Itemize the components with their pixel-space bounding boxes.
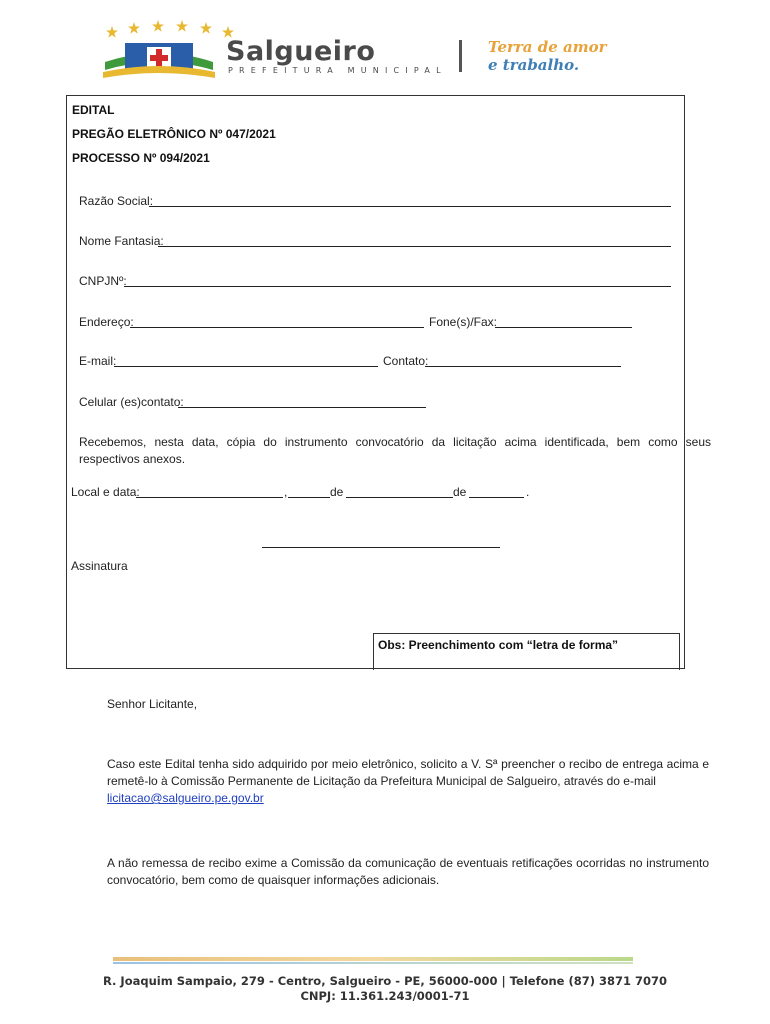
- email-field[interactable]: [114, 366, 378, 367]
- local-field[interactable]: [136, 497, 283, 498]
- email-label: E-mail:: [79, 354, 117, 368]
- day-field[interactable]: [288, 497, 330, 498]
- local-data-label: Local e data:: [71, 485, 140, 499]
- letterhead: [0, 0, 770, 92]
- obs-note: Obs: Preenchimento com “letra de forma”: [378, 638, 619, 652]
- de-separator-2: de: [453, 485, 467, 499]
- letter-greeting: Senhor Licitante,: [107, 697, 198, 711]
- slogan-line-1: Terra de amor: [488, 38, 607, 56]
- municipal-crest-icon: [103, 40, 215, 80]
- celular-field[interactable]: [178, 407, 426, 408]
- nome-fantasia-field[interactable]: [158, 246, 671, 247]
- pregao-number: PREGÃO ELETRÔNICO Nº 047/2021: [72, 127, 276, 141]
- endereco-field[interactable]: [130, 327, 424, 328]
- brand-name: Salgueiro: [226, 36, 376, 67]
- endereco-label: Endereço:: [79, 315, 134, 329]
- brand-subtitle: PREFEITURA MUNICIPAL: [228, 66, 447, 75]
- obs-box: [373, 633, 680, 670]
- brand-divider: [459, 40, 462, 72]
- footer-color-bar-secondary: [113, 962, 633, 964]
- letter-paragraph-2: A não remessa de recibo exime a Comissão da comunicação de eventuais retificações ocorridas no instrumento convocatório, bem como de quaisquer informações adicionais.: [107, 856, 709, 887]
- receipt-form: [66, 95, 711, 669]
- receipt-statement: Recebemos, nesta data, cópia do instrumento convocatório da licitação acima identificada, bem como seus respectivos anexos.: [79, 435, 711, 466]
- fone-label: Fone(s)/Fax:: [429, 315, 498, 329]
- letter-paragraph-1: [107, 756, 709, 807]
- cnpj-field[interactable]: [124, 286, 671, 287]
- de-separator-1: de: [330, 485, 344, 499]
- stars-icon: [106, 20, 236, 40]
- letter-paragraph-1-text: Caso este Edital tenha sido adquirido por meio eletrônico, solicito a V. Sª preencher o recibo de entrega acima e remetê-lo à Comissão Permanente de Licitação da Prefeitura Municipal de Salgueiro, através do e-mail: [107, 757, 709, 788]
- footer-color-bar: [113, 957, 633, 961]
- email-link[interactable]: licitacao@salgueiro.pe.gov.br: [107, 791, 264, 805]
- slogan: [488, 38, 606, 74]
- footer-address: R. Joaquim Sampaio, 279 - Centro, Salgueiro - PE, 56000-000 | Telefone (87) 3871 7070: [102, 974, 668, 988]
- footer-cnpj: CNPJ: 11.361.243/0001-71: [300, 989, 470, 1003]
- period-mark: .: [526, 485, 530, 499]
- razao-social-label: Razão Social:: [79, 194, 154, 208]
- nome-fantasia-label: Nome Fantasia:: [79, 234, 164, 248]
- edital-title: EDITAL: [72, 103, 115, 117]
- contato-field[interactable]: [425, 366, 621, 367]
- comma-separator: ,: [284, 485, 288, 499]
- cnpj-label: CNPJNº:: [79, 274, 127, 288]
- signature-line[interactable]: [262, 547, 500, 548]
- fone-field[interactable]: [495, 327, 632, 328]
- month-field[interactable]: [346, 497, 453, 498]
- slogan-line-2: e trabalho.: [488, 56, 580, 74]
- year-field[interactable]: [469, 497, 524, 498]
- signature-label: Assinatura: [71, 559, 128, 573]
- celular-label: Celular (es)contato:: [79, 395, 184, 409]
- contato-label: Contato:: [383, 354, 429, 368]
- razao-social-field[interactable]: [149, 206, 671, 207]
- processo-number: PROCESSO Nº 094/2021: [72, 151, 210, 165]
